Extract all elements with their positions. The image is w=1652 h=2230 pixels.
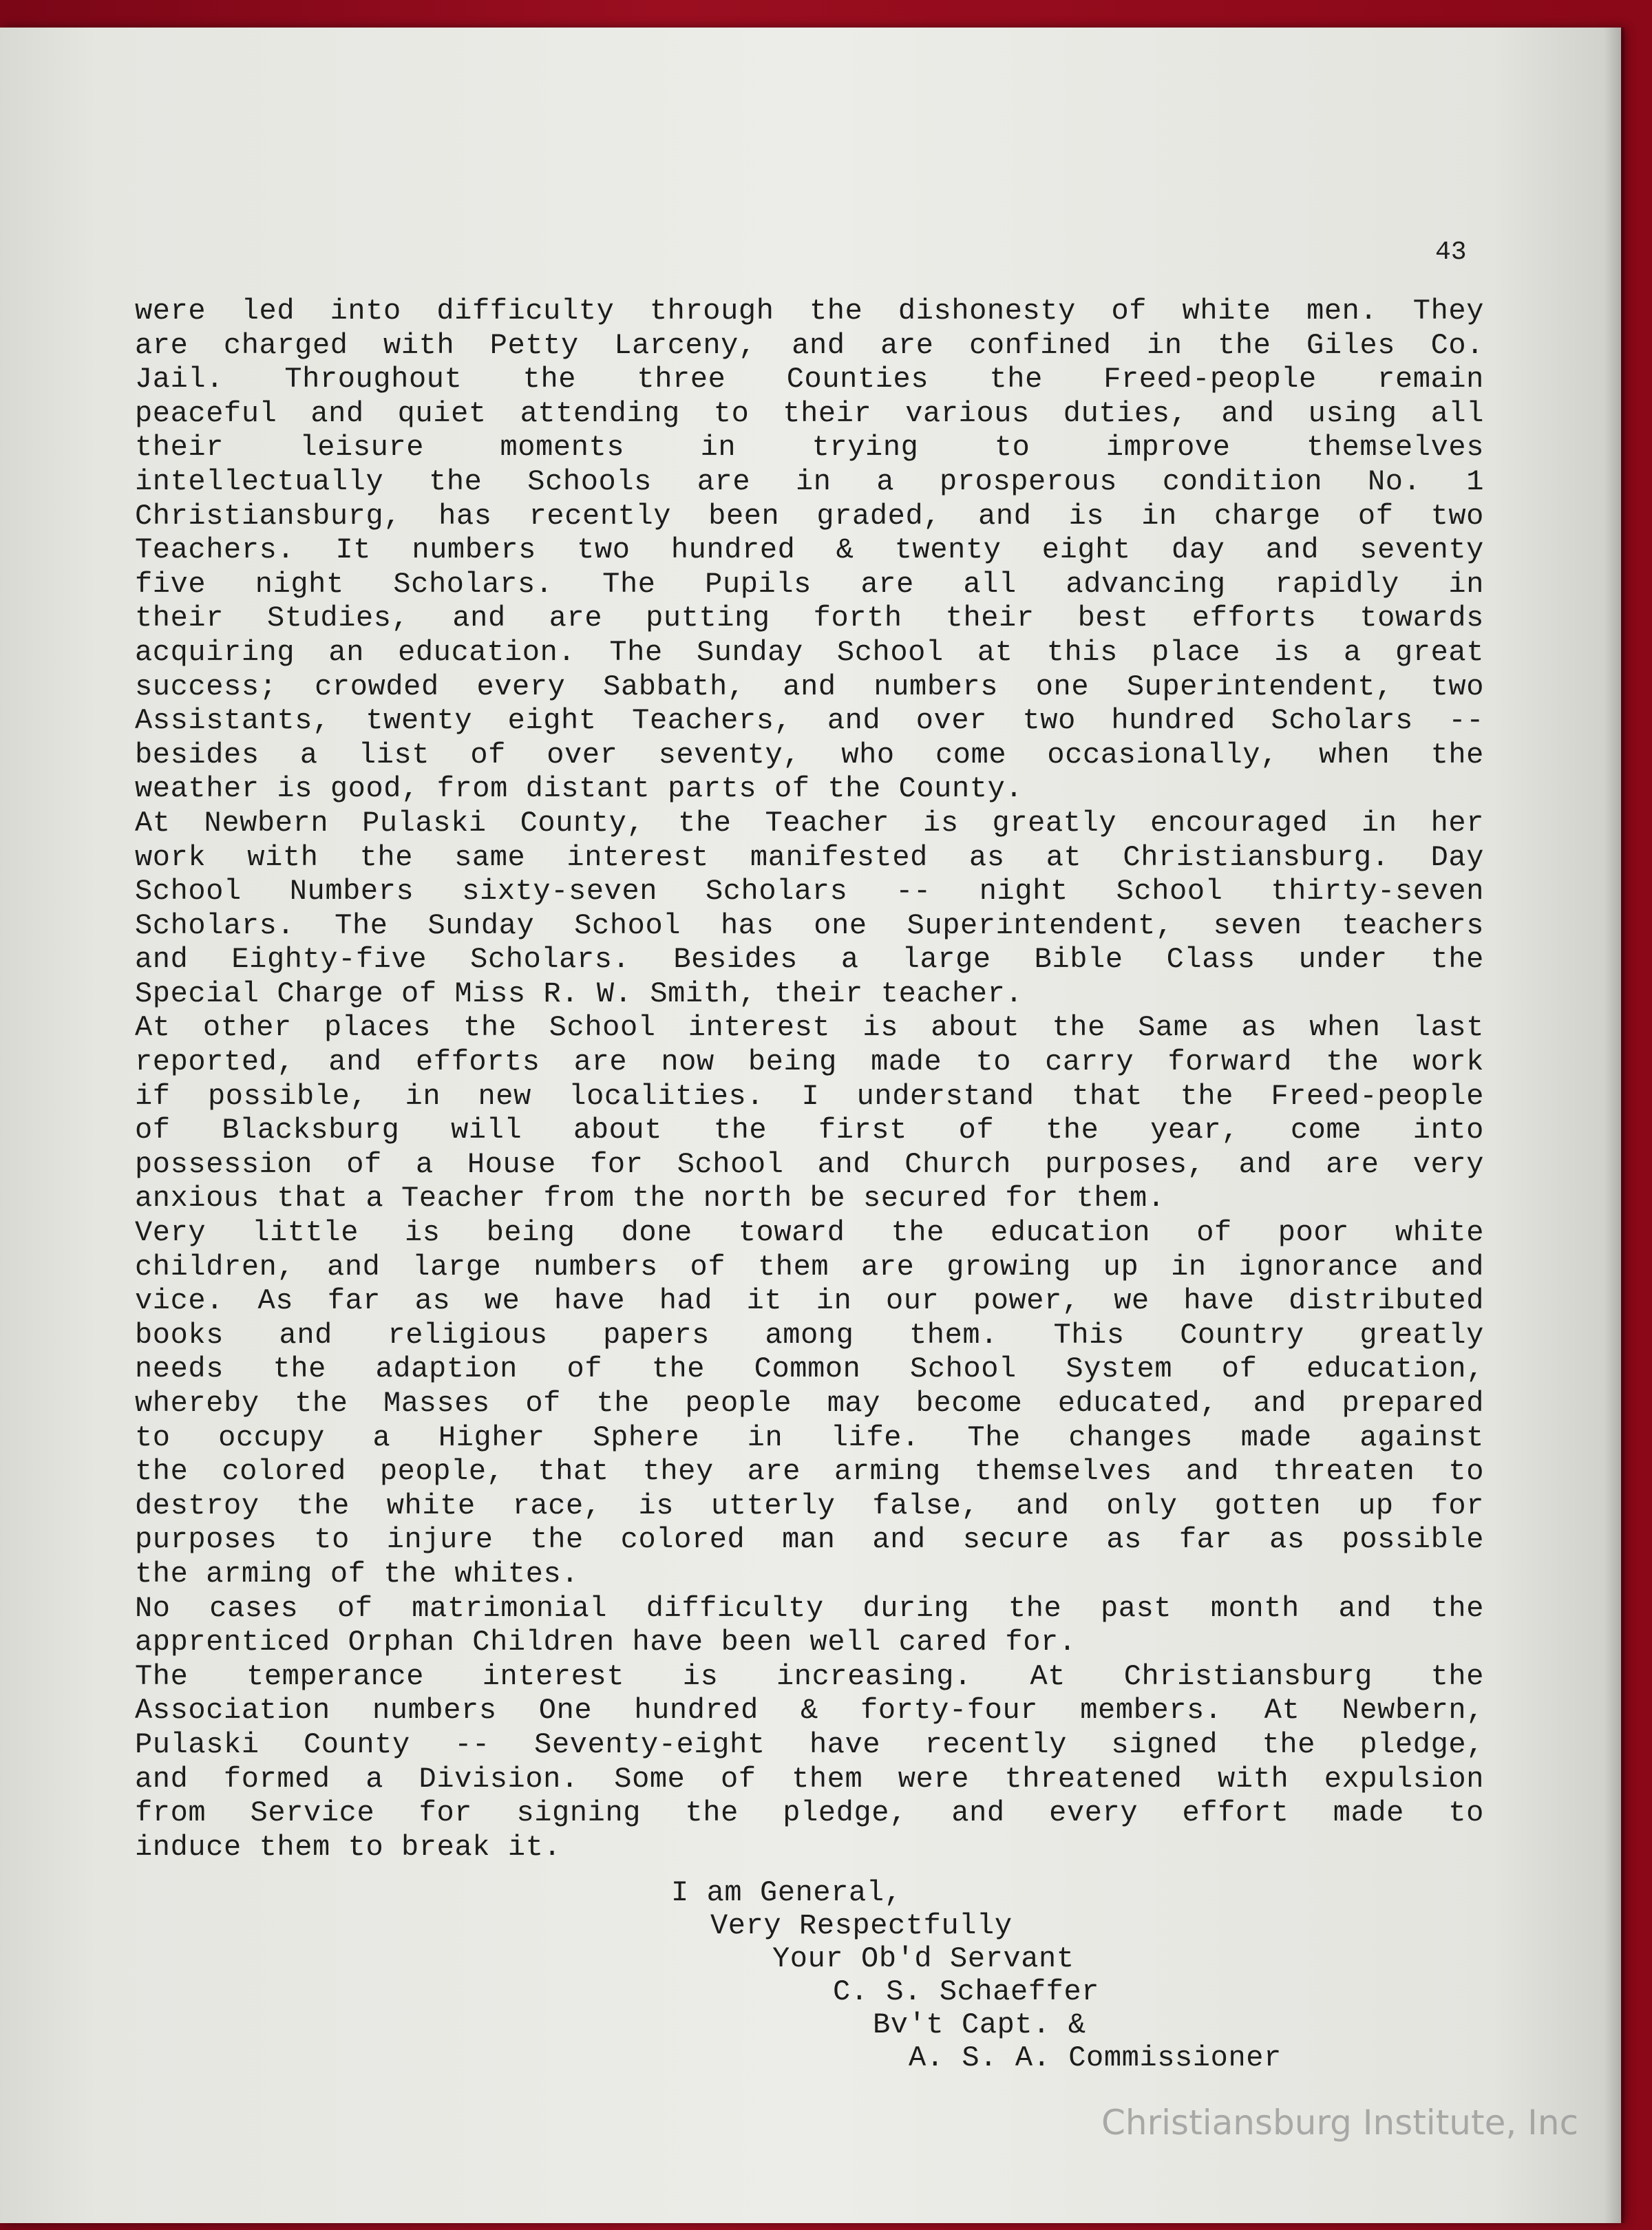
body-line: and Eighty-five Scholars. Besides a large Bible Class under the <box>135 943 1484 977</box>
body-line: apprenticed Orphan Children have been well cared for. <box>135 1626 1077 1659</box>
body-line: their leisure moments in trying to improve themselves <box>135 431 1484 465</box>
body-line: Jail. Throughout the three Counties the Freed-people remain <box>135 363 1484 396</box>
closing-respectfully: Very Respectfully <box>710 1909 1013 1942</box>
body-line: Scholars. The Sunday School has one Superintendent, seven teachers <box>135 909 1484 942</box>
body-line: intellectually the Schools are in a prosperous condition No. 1 <box>135 465 1484 498</box>
body-line: children, and large numbers of them are growing up in ignorance and <box>135 1250 1484 1284</box>
body-line: besides a list of over seventy, who come occasionally, when the <box>135 738 1484 772</box>
body-line: purposes to injure the colored man and secure as far as possible <box>135 1523 1484 1557</box>
body-line: from Service for signing the pledge, and every effort made to <box>135 1796 1484 1830</box>
page-number: 43 <box>1435 237 1467 267</box>
body-line: anxious that a Teacher from the north be secured for them. <box>135 1182 1165 1215</box>
body-line: Very little is being done toward the education of poor white <box>135 1216 1484 1250</box>
body-line: peaceful and quiet attending to their various duties, and using all <box>135 396 1484 430</box>
body-line: to occupy a Higher Sphere in life. The changes made against <box>135 1421 1484 1454</box>
body-line: the arming of the whites. <box>135 1557 580 1591</box>
closing-salutation: I am General, <box>671 1876 902 1909</box>
body-line: induce them to break it. <box>135 1830 562 1864</box>
signatory-name: C. S. Schaeffer <box>833 1975 1100 2008</box>
body-line: At other places the School interest is about the Same as when last <box>135 1011 1484 1045</box>
body-line: destroy the white race, is utterly false, and only gotten up for <box>135 1489 1484 1522</box>
body-line: whereby the Masses of the people may become educated, and prepared <box>135 1387 1484 1420</box>
signatory-title: A. S. A. Commissioner <box>909 2041 1282 2074</box>
body-line: needs the adaption of the Common School System of education, <box>135 1352 1484 1386</box>
body-line: books and religious papers among them. This Country greatly <box>135 1318 1484 1352</box>
archive-watermark: Christiansburg Institute, Inc <box>1101 2103 1579 2143</box>
body-line: success; crowded every Sabbath, and numbers one Superintendent, two <box>135 670 1484 703</box>
body-line: Christiansburg, has recently been graded, and is in charge of two <box>135 499 1484 533</box>
body-line: their Studies, and are putting forth their best efforts towards <box>135 602 1484 635</box>
body-line: vice. As far as we have had it in our power, we have distributed <box>135 1284 1484 1318</box>
body-line: At Newbern Pulaski County, the Teacher is greatly encouraged in her <box>135 806 1484 840</box>
signatory-rank: Bv't Capt. & <box>873 2008 1086 2041</box>
body-line: Pulaski County -- Seventy-eight have recently signed the pledge, <box>135 1728 1484 1761</box>
body-line: possession of a House for School and Church purposes, and are very <box>135 1147 1484 1181</box>
body-line: acquiring an education. The Sunday School at this place is a great <box>135 635 1484 669</box>
closing-servant: Your Ob'd Servant <box>772 1942 1074 1975</box>
body-line: No cases of matrimonial difficulty during the past month and the <box>135 1591 1484 1625</box>
body-line: Special Charge of Miss R. W. Smith, their teacher. <box>135 977 1024 1010</box>
body-line: and formed a Division. Some of them were threatened with expulsion <box>135 1762 1484 1796</box>
page-edge-shadow <box>1604 28 1624 2223</box>
body-line: were led into difficulty through the dishonesty of white men. They <box>135 295 1484 328</box>
body-line: work with the same interest manifested as at Christiansburg. Day <box>135 840 1484 874</box>
body-line: the colored people, that they are arming themselves and threaten to <box>135 1455 1484 1489</box>
body-line: are charged with Petty Larceny, and are confined in the Giles Co. <box>135 328 1484 362</box>
body-line: The temperance interest is increasing. At Christiansburg the <box>135 1659 1484 1693</box>
body-line: if possible, in new localities. I understand that the Freed-people <box>135 1079 1484 1113</box>
body-line: weather is good, from distant parts of the County. <box>135 772 1024 806</box>
letter-body <box>135 295 1484 1865</box>
body-line: Teachers. It numbers two hundred & twenty eight day and seventy <box>135 533 1484 567</box>
body-line: Association numbers One hundred & forty-four members. At Newbern, <box>135 1694 1484 1728</box>
body-line: Assistants, twenty eight Teachers, and over two hundred Scholars -- <box>135 704 1484 738</box>
body-line: five night Scholars. The Pupils are all advancing rapidly in <box>135 567 1484 601</box>
body-line: School Numbers sixty-seven Scholars -- night School thirty-seven <box>135 875 1484 909</box>
body-line: of Blacksburg will about the first of the year, come into <box>135 1114 1484 1147</box>
body-line: reported, and efforts are now being made to carry forward the work <box>135 1045 1484 1079</box>
